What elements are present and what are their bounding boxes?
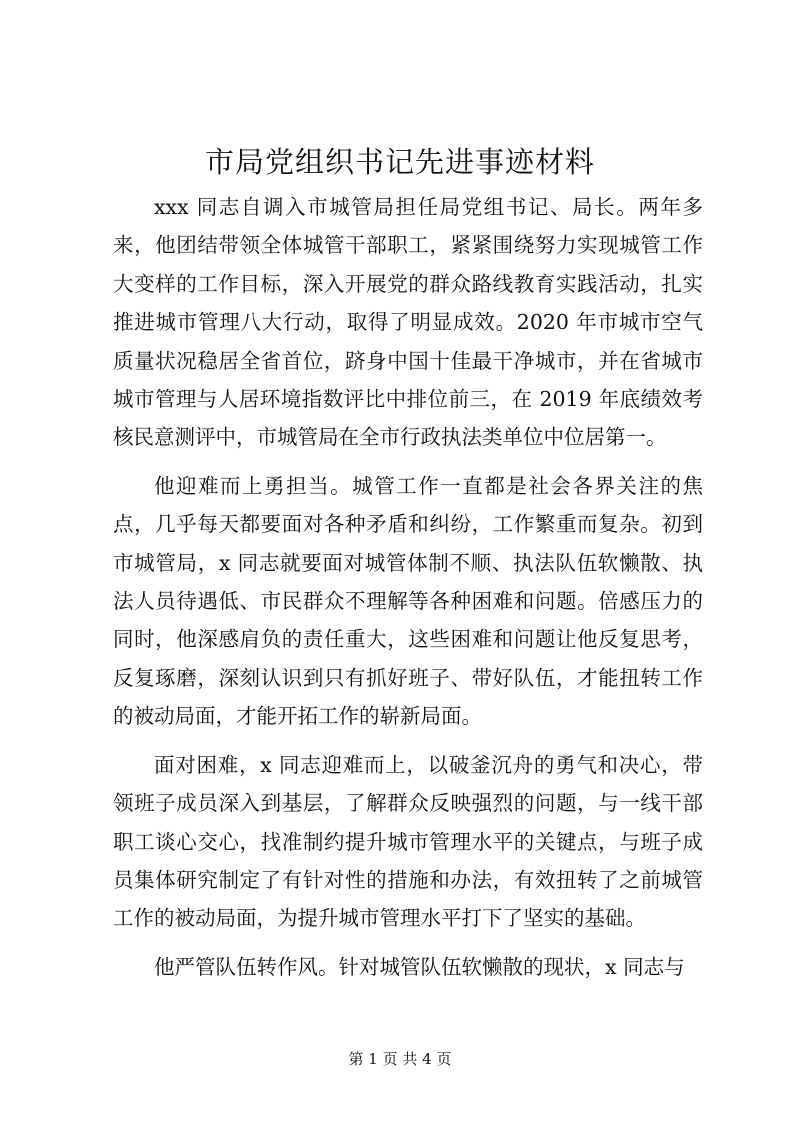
- paragraph-4: 他严管队伍转作风。针对城管队伍软懒散的现状，x 同志与: [154, 954, 685, 979]
- page-number-footer: 第 1 页 共 4 页: [348, 1050, 452, 1068]
- paragraph-2: 他迎难而上勇担当。城管工作一直都是社会各界关注的焦点，几乎每天都要面对各种矛盾和纠纷，工作繁重而复杂。初到市城管局，x 同志就要面对城管体制不顺、执法队伍软懒散、执法人员待遇低、市民群众不理解等各种困难和问题。倍感压力的同时，他深感肩负的责任重大，这些困难和问题让他反复思考，反复琢磨，深刻认识到只有抓好班子、带好队伍，才能扭转工作的被动局面，才能开拓工作的崭新局面。: [113, 473, 703, 729]
- paragraph-1: xxx 同志自调入市城管局担任局党组书记、局长。两年多来，他团结带领全体城管干部职工，紧紧围绕努力实现城管工作大变样的工作目标，深入开展党的群众路线教育实践活动，扎实推进城市管理八大行动，取得了明显成效。2020 年市城市空气质量状况稳居全省首位，跻身中国十佳最干净城市，并在省城市城市管理与人居环境指数评比中排位前三，在 2019 年底绩效考核民意测评中，市城管局在全市行政执法类单位中位居第一。: [113, 195, 703, 450]
- document-body: [113, 188, 703, 996]
- paragraph-3: 面对困难，x 同志迎难而上，以破釜沉舟的勇气和决心，带领班子成员深入到基层，了解群众反映强烈的问题，与一线干部职工谈心交心，找准制约提升城市管理水平的关键点，与班子成员集体研究制定了有针对性的措施和办法，有效扭转了之前城管工作的被动局面，为提升城市管理水平打下了坚实的基础。: [113, 752, 703, 931]
- document-title: 市局党组织书记先进事迹材料: [204, 145, 595, 179]
